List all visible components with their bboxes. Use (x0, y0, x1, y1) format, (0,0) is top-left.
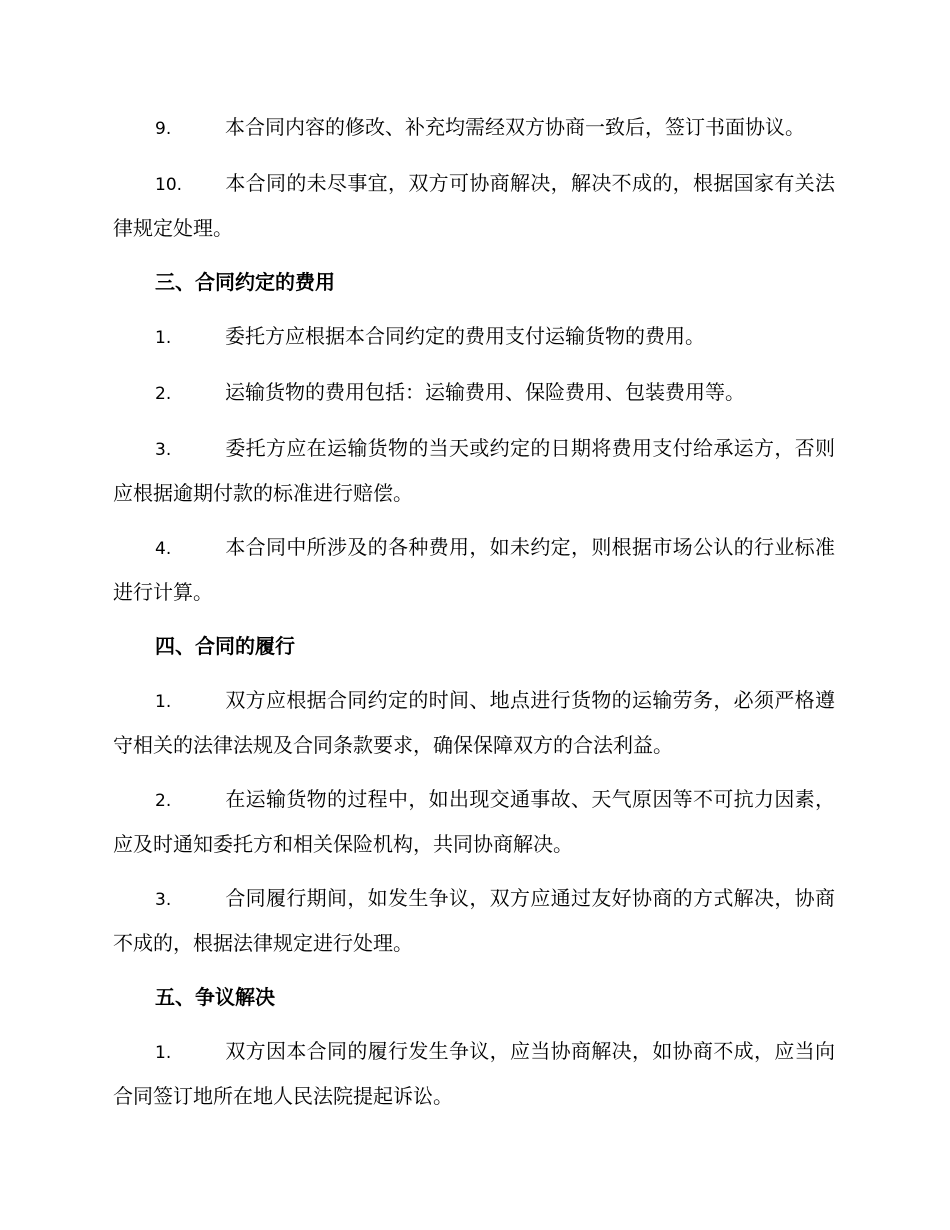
clause-number: 2. (155, 791, 172, 811)
clause-number: 3. (155, 440, 172, 460)
clause-item (113, 778, 835, 866)
document-body (113, 106, 835, 1129)
clause-item (113, 877, 835, 965)
clause-number: 1. (155, 692, 172, 712)
clause-text: 双方应根据合同约定的时间、地点进行货物的运输劳务，必须严格遵守相关的法律法规及合同条款要求，确保保障双方的合法利益。 (113, 688, 835, 757)
section-heading: 四、合同的履行 (155, 634, 295, 658)
section-heading: 三、合同约定的费用 (155, 270, 335, 294)
clause-item (113, 679, 835, 767)
clause-number: 3. (155, 890, 172, 910)
section-heading: 五、争议解决 (155, 985, 275, 1009)
clause-text: 委托方应根据本合同约定的费用支付运输货物的费用。 (225, 324, 705, 348)
clause-text: 双方因本合同的履行发生争议，应当协商解决，如协商不成，应当向合同签订地所在地人民法院提起诉讼。 (113, 1039, 835, 1108)
clause-item (113, 162, 835, 250)
clause-item (113, 106, 835, 151)
clause-text: 合同履行期间，如发生争议，双方应通过友好协商的方式解决，协商不成的，根据法律规定进行处理。 (113, 886, 835, 955)
clause-item (113, 371, 835, 416)
clause-text: 在运输货物的过程中，如出现交通事故、天气原因等不可抗力因素，应及时通知委托方和相关保险机构，共同协商解决。 (113, 787, 835, 856)
clause-number: 1. (155, 1043, 172, 1063)
clause-text: 运输货物的费用包括：运输费用、保险费用、包装费用等。 (225, 380, 745, 404)
clause-number: 4. (155, 539, 172, 559)
clause-item (113, 1030, 835, 1118)
clause-text: 委托方应在运输货物的当天或约定的日期将费用支付给承运方，否则应根据逾期付款的标准进行赔偿。 (113, 436, 835, 505)
clause-text: 本合同内容的修改、补充均需经双方协商一致后，签订书面协议。 (225, 115, 805, 139)
clause-item (113, 315, 835, 360)
clause-text: 本合同的未尽事宜，双方可协商解决，解决不成的，根据国家有关法律规定处理。 (113, 171, 835, 240)
clause-number: 9. (155, 119, 172, 139)
clause-number: 1. (155, 328, 172, 348)
clause-number: 10. (155, 175, 183, 195)
clause-text: 本合同中所涉及的各种费用，如未约定，则根据市场公认的行业标准进行计算。 (113, 535, 835, 604)
clause-item (113, 526, 835, 614)
clause-item (113, 427, 835, 515)
clause-number: 2. (155, 384, 172, 404)
